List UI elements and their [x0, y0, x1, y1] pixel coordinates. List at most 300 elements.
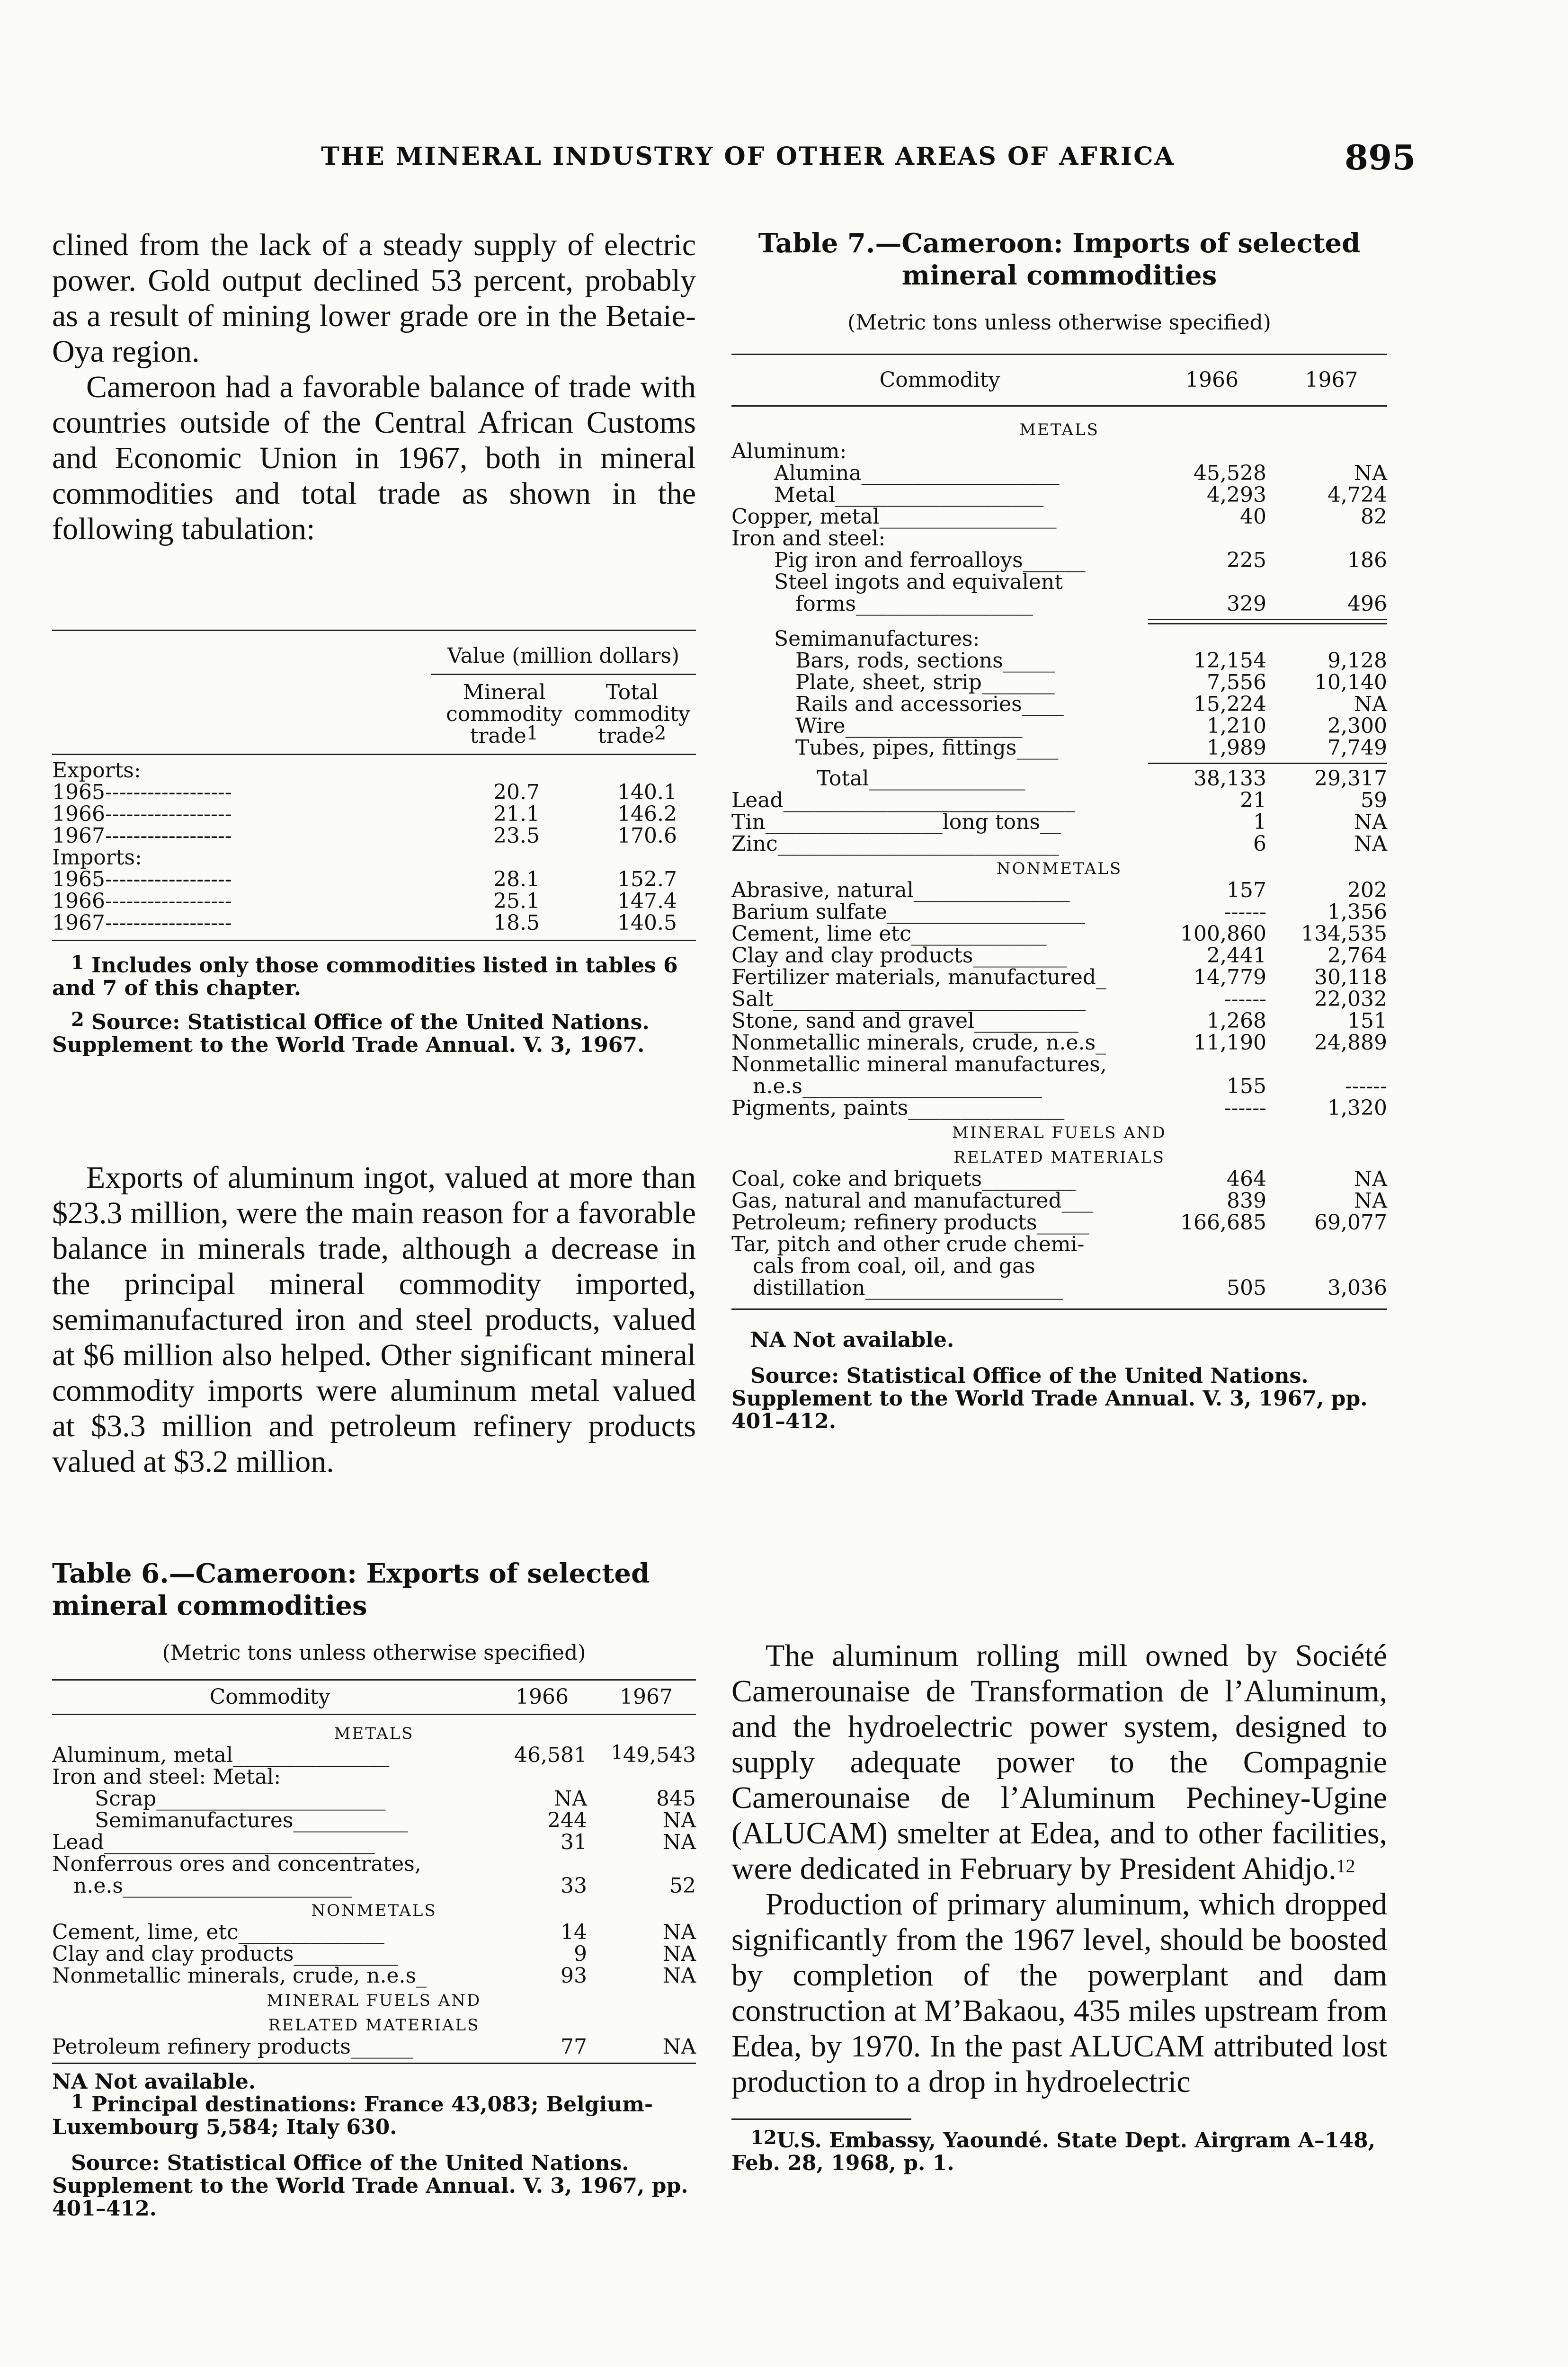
table-7-title-line1: Table 7.—Cameroon: Imports of selected	[758, 228, 1361, 259]
year: 1965	[52, 867, 105, 891]
table-6-header-rule	[52, 1714, 696, 1715]
value-1967-cell	[597, 1853, 696, 1875]
value-1967: 2,764	[1327, 943, 1387, 968]
commodity-label: Cement, lime, etc	[52, 1920, 239, 1944]
paragraph-4	[731, 1638, 1387, 1886]
table-row	[731, 1097, 1387, 1119]
value-1967-cell	[1276, 650, 1387, 672]
value-header-rule	[431, 674, 696, 675]
section-label: MINERAL FUELS AND	[267, 1991, 481, 2010]
table-row	[52, 1788, 696, 1810]
commodity-cell	[731, 550, 1148, 571]
col2-line3: trade	[597, 724, 654, 748]
value-1966: ------	[1224, 1096, 1266, 1120]
value-1966	[488, 1853, 597, 1875]
col-1966: 1966	[1185, 368, 1238, 392]
value-1967: 52	[669, 1874, 696, 1898]
commodity-cell	[52, 1744, 488, 1766]
table-row	[731, 650, 1387, 672]
table-row	[731, 1255, 1387, 1277]
table-7-top-rule	[731, 354, 1387, 355]
total-value: 140.1	[617, 780, 677, 804]
commodity-label: Coal, coke and briquets	[731, 1167, 982, 1191]
table-7-title-line2: mineral commodities	[901, 260, 1217, 291]
value-1967-cell	[1276, 1255, 1387, 1277]
table-row	[52, 782, 696, 803]
col2-line1: Total	[606, 680, 659, 704]
value-1967: 82	[1361, 505, 1387, 529]
leader: ------------------	[105, 889, 232, 913]
trade-footnote-2	[52, 1008, 696, 1057]
col1-sup: 1	[526, 722, 539, 744]
commodity-cell	[52, 1853, 488, 1875]
section-header-row	[52, 1987, 696, 2011]
table-row	[731, 1010, 1387, 1032]
table-row	[731, 1190, 1387, 1212]
value-1966: 77	[561, 2035, 587, 2059]
running-title: THE MINERAL INDUSTRY OF OTHER AREAS OF AFRICA	[321, 142, 1175, 171]
commodity-label: Abrasive, natural	[731, 878, 914, 902]
table-row	[731, 967, 1387, 988]
table-row	[731, 1168, 1387, 1190]
commodity-label: Nonferrous ores and concentrates,	[52, 1852, 421, 1876]
table-row	[731, 1076, 1387, 1097]
leader-dots: ______________________	[123, 1874, 352, 1898]
value-1967-cell	[1276, 628, 1387, 650]
value-1967-cell	[1276, 737, 1387, 759]
commodity-label: Fertilizer materials, manufactured	[731, 965, 1096, 989]
section-header-row	[731, 1119, 1387, 1144]
table-row	[731, 484, 1387, 506]
paragraph-4-text: The aluminum rolling mill owned by Société Camerounaise de Transformation de l’Aluminum, and the hydroelectric power system, designed to supply adequate power to the Compagnie Camerounaise de l’Aluminum Pechiney-Ugine (ALUCAM) smelter at Edea, and to other facilities, were dedicated in February by President Ahidjo.	[731, 1638, 1387, 1886]
total-value: 140.5	[617, 911, 677, 935]
table-7-header	[731, 369, 1387, 391]
table-row	[731, 768, 1387, 790]
value-1967: 9,128	[1327, 649, 1387, 673]
right-column-text	[731, 1638, 1387, 2175]
value-1967-cell	[1276, 967, 1387, 988]
commodity-cell	[731, 901, 1148, 923]
value-1967: NA	[662, 1964, 696, 1988]
table-6-title-text: Table 6.—Cameroon: Exports of selected mineral commodities	[52, 1558, 650, 1621]
trade-table-body	[52, 760, 696, 934]
commodity-label: Rails and accessories	[795, 692, 1022, 716]
value-1967-cell	[1276, 790, 1387, 811]
commodity-cell	[731, 833, 1148, 855]
value-1967: 202	[1347, 878, 1387, 902]
paragraph-3: Exports of aluminum ingot, valued at more than $23.3 million, were the main reason for a favorable balance in minerals trade, although a decrease in the principal mineral commodity imported, semimanufactured iron and steel products, valued at $6 million also helped. Other significant mineral commodity imports were aluminum metal valued at $3.3 million and petroleum refinery products valued at $3.2 million.	[52, 1160, 696, 1479]
value-1967-cell	[1276, 1190, 1387, 1212]
value-1966: 9	[574, 1942, 587, 1966]
col-1967: 1967	[620, 1685, 673, 1709]
leader-dots: ____________________________	[783, 788, 1075, 812]
value-1967: 1,356	[1327, 900, 1387, 924]
col1-line3: trade	[470, 724, 526, 748]
leader-dots: _______________	[913, 878, 1070, 902]
value-footnote-mark: 1	[611, 1742, 624, 1763]
footnote-mark: 1	[71, 2091, 84, 2113]
table-row	[731, 988, 1387, 1010]
table-row	[731, 715, 1387, 737]
commodity-label: Iron and steel: Metal:	[52, 1765, 281, 1789]
commodity-cell	[731, 463, 1148, 484]
table-6-title	[52, 1557, 696, 1622]
value-1967-cell	[1276, 1054, 1387, 1076]
table-7	[731, 227, 1387, 1433]
leader-dots: _________________	[856, 592, 1033, 616]
table-row	[52, 1744, 696, 1766]
section-header-row	[52, 1720, 696, 1744]
value-1966: NA	[553, 1787, 587, 1811]
mineral-value: 25.1	[493, 889, 540, 913]
table-row	[52, 912, 696, 934]
table-row	[731, 1212, 1387, 1234]
value-1967: 3,036	[1327, 1276, 1387, 1300]
exports-label: Exports:	[52, 758, 141, 783]
value-1967: 30,118	[1314, 965, 1387, 989]
header-bottom-rule	[52, 754, 696, 755]
total-value: 147.4	[617, 889, 677, 913]
commodity-cell	[731, 1097, 1148, 1119]
value-1966: 14	[561, 1920, 587, 1944]
value-1967: 59	[1361, 788, 1387, 812]
table-row	[731, 463, 1387, 484]
table-row	[731, 880, 1387, 901]
commodity-cell	[731, 571, 1148, 593]
mineral-value: 18.5	[493, 911, 540, 935]
table-row	[731, 672, 1387, 694]
value-1966	[1148, 528, 1276, 550]
commodity-cell	[52, 1832, 488, 1853]
commodity-label: Steel ingots and equivalent	[774, 570, 1063, 594]
value-1966: 33	[561, 1874, 587, 1898]
value-header: Value (million dollars)	[447, 644, 680, 668]
value-1967-cell	[597, 1943, 696, 1965]
year: 1967	[52, 911, 105, 935]
commodity-cell	[52, 1788, 488, 1810]
commodity-label: Alumina	[774, 461, 862, 485]
footnote-text: Includes only those commodities listed in tables 6 and 7 of this chapter.	[52, 953, 678, 1000]
value-1966: 1,210	[1207, 714, 1266, 738]
value-1967-cell	[1276, 768, 1387, 790]
commodity-cell	[731, 1212, 1148, 1234]
leader-dots: ____	[1016, 736, 1059, 760]
leader: ------------------	[105, 802, 232, 826]
value-1967: NA	[662, 1808, 696, 1833]
col2-sup: 2	[654, 722, 667, 744]
section-header-row	[731, 1144, 1387, 1168]
table-row	[731, 790, 1387, 811]
value-1967-cell	[1276, 1010, 1387, 1032]
commodity-label: Total	[817, 766, 869, 791]
value-1967: 151	[1347, 1009, 1387, 1033]
value-1967-cell	[1276, 833, 1387, 855]
value-1967-cell	[1276, 1032, 1387, 1054]
mineral-value: 20.7	[493, 780, 540, 804]
value-1966: 46,581	[514, 1743, 587, 1767]
value-1966	[1148, 1255, 1276, 1277]
section-header-row	[731, 855, 1387, 880]
table-row	[731, 923, 1387, 945]
commodity-cell	[731, 1234, 1148, 1255]
commodity-cell	[731, 506, 1148, 528]
trade-tabulation	[52, 630, 696, 1057]
value-1967-cell	[597, 1766, 696, 1788]
value-1967-cell	[1276, 694, 1387, 715]
leader-dots: _______________________	[802, 1074, 1042, 1098]
leader-dots: _	[416, 1964, 427, 1988]
value-1967-cell	[1276, 988, 1387, 1010]
table-row	[52, 1943, 696, 1965]
table-row	[52, 890, 696, 912]
footnote-12	[731, 2129, 1387, 2175]
commodity-label: Semimanufactures:	[774, 627, 980, 651]
value-1966: 100,860	[1180, 922, 1266, 946]
commodity-cell	[731, 715, 1148, 737]
table-7-bottom-rule	[731, 1308, 1387, 1310]
value-1967-cell	[597, 1744, 696, 1766]
commodity-cell	[731, 672, 1148, 694]
value-1967: 29,317	[1314, 766, 1387, 791]
value-1967: 134,535	[1301, 922, 1387, 946]
table-row	[52, 1965, 696, 1987]
leader-dots: ___________________	[865, 1276, 1063, 1300]
commodity-label: Cement, lime etc	[731, 922, 911, 946]
table-6-body	[52, 1720, 696, 2058]
leader-dots: __________	[974, 1009, 1079, 1033]
value-1967-cell	[597, 2036, 696, 2058]
leader-dots: _____	[1003, 649, 1055, 673]
section-header-row	[52, 1897, 696, 1922]
value-1967-cell	[1276, 923, 1387, 945]
col1-line2: commodity	[446, 702, 562, 726]
leader-dots: ___	[1061, 1189, 1093, 1213]
commodity-cell	[731, 1054, 1148, 1076]
leader-dots: __________	[294, 1942, 398, 1966]
commodity-cell	[52, 1965, 488, 1987]
value-1967-cell	[1276, 672, 1387, 694]
section-label: RELATED MATERIALS	[953, 1148, 1165, 1167]
value-1967-cell	[1276, 880, 1387, 901]
commodity-cell	[731, 923, 1148, 945]
table-bottom-rule	[52, 940, 696, 941]
commodity-label: Lead	[731, 788, 784, 812]
value-1966: 93	[561, 1964, 587, 1988]
value-1967: 4,724	[1327, 483, 1387, 507]
commodity-cell	[731, 1010, 1148, 1032]
leader: ------------------	[105, 780, 232, 804]
year: 1965	[52, 780, 105, 804]
table-row	[52, 869, 696, 890]
leader-dots: _____________	[911, 922, 1047, 946]
value-1967-cell	[597, 1875, 696, 1897]
commodity-cell	[731, 880, 1148, 901]
trade-footnote-1	[52, 954, 696, 1000]
value-1967: NA	[1354, 461, 1387, 485]
value-1967: NA	[662, 1942, 696, 1966]
value-1966	[1148, 1054, 1276, 1076]
section-label: METALS	[334, 1724, 414, 1743]
leader: ------------------	[105, 824, 232, 848]
commodity-label: Lead	[52, 1830, 104, 1854]
value-1967: 845	[656, 1787, 696, 1811]
commodity-cell	[52, 1810, 488, 1832]
table-7-header-rule	[731, 405, 1387, 407]
table-6-header	[52, 1686, 696, 1708]
value-1967-cell	[1276, 441, 1387, 463]
value-1967-cell	[597, 1922, 696, 1943]
value-1966: 505	[1227, 1276, 1266, 1300]
leader-dots: _________________long tons__	[765, 810, 1061, 834]
value-1967-cell	[597, 1965, 696, 1987]
value-1966: 2,441	[1207, 943, 1266, 968]
value-1967: 496	[1347, 592, 1387, 616]
value-1967-cell	[1276, 506, 1387, 528]
table-6-na-note: NA Not available.	[52, 2070, 256, 2094]
value-1966: 1,268	[1207, 1009, 1266, 1033]
value-1966: 11,190	[1194, 1031, 1266, 1055]
col-1967: 1967	[1305, 368, 1358, 392]
col2-line2: commodity	[574, 702, 690, 726]
imports-label: Imports:	[52, 845, 142, 870]
commodity-cell	[731, 945, 1148, 967]
commodity-cell	[731, 528, 1148, 550]
commodity-label: Iron and steel:	[731, 526, 886, 551]
value-1966: 6	[1253, 832, 1266, 856]
commodity-cell	[731, 1190, 1148, 1212]
leader-dots: ___________________________	[777, 832, 1059, 856]
col2-line3-cell	[568, 722, 696, 748]
value-1966: 839	[1227, 1189, 1266, 1213]
value-1966: 45,528	[1194, 461, 1266, 485]
value-1967: 10,140	[1314, 670, 1387, 694]
value-1967: 49,543	[623, 1743, 696, 1767]
commodity-cell	[52, 1766, 488, 1788]
trade-table-headers	[52, 682, 696, 747]
table-6	[52, 1557, 696, 2220]
value-1967: 22,032	[1314, 987, 1387, 1011]
value-1967: 7,749	[1327, 736, 1387, 760]
commodity-label: Clay and clay products	[52, 1942, 294, 1966]
value-1966: 1,989	[1207, 736, 1266, 760]
value-1967-cell	[1276, 571, 1387, 593]
value-1966: 4,293	[1207, 483, 1266, 507]
value-1967: NA	[1354, 810, 1387, 834]
commodity-label: Plate, sheet, strip	[795, 670, 982, 694]
commodity-label: Metal	[774, 483, 836, 507]
table-6-note-1	[52, 2093, 696, 2139]
table-row	[52, 1766, 696, 1788]
commodity-label: Nonmetallic minerals, crude, n.e.s	[52, 1964, 417, 1988]
table-7-subtitle: (Metric tons unless otherwise specified)	[847, 311, 1271, 335]
value-1967: NA	[1354, 692, 1387, 716]
section-label: METALS	[1019, 420, 1099, 439]
value-1967: NA	[662, 2035, 696, 2059]
value-1966: 31	[561, 1830, 587, 1854]
value-1966: 155	[1227, 1074, 1266, 1098]
table-row	[52, 825, 696, 847]
col1-line1: Mineral	[463, 680, 546, 704]
value-1967: ------	[1345, 1074, 1387, 1098]
value-1966: 157	[1227, 878, 1266, 902]
footnote-mark: 2	[71, 1008, 84, 1031]
commodity-label: Semimanufactures	[95, 1808, 294, 1833]
value-1967: NA	[1354, 1189, 1387, 1213]
commodity-label: Barium sulfate	[731, 900, 887, 924]
commodity-cell	[731, 988, 1148, 1010]
value-1967-cell	[1276, 528, 1387, 550]
leader-dots: _	[1096, 1031, 1106, 1055]
leader-dots: ______________	[238, 1920, 384, 1944]
commodity-cell	[731, 628, 1148, 650]
table-row	[731, 550, 1387, 571]
leader-dots: ______	[350, 2035, 413, 2059]
value-1967-cell	[1276, 1168, 1387, 1190]
section-header-row	[731, 416, 1387, 441]
value-1967-cell	[1276, 484, 1387, 506]
leader: ------------------	[105, 867, 232, 891]
year: 1966	[52, 889, 105, 913]
commodity-label: n.e.s	[73, 1874, 123, 1898]
leader-dots: ____________________	[835, 483, 1044, 507]
col1-line3-cell	[440, 722, 568, 748]
commodity-cell	[731, 593, 1148, 615]
commodity-cell	[731, 484, 1148, 506]
table-row	[731, 1234, 1387, 1255]
commodity-cell	[731, 768, 1148, 790]
table-separator	[731, 615, 1387, 628]
leader-dots: _________________	[879, 505, 1057, 529]
value-1967-cell	[597, 1832, 696, 1853]
value-1966: 225	[1227, 548, 1266, 572]
col-commodity: Commodity	[209, 1685, 330, 1709]
table-6-bottom-rule	[52, 2063, 696, 2064]
table-row	[731, 571, 1387, 593]
section-header-row	[52, 2011, 696, 2036]
table-row	[731, 901, 1387, 923]
trade-table	[52, 645, 696, 667]
footnote-mark: 12	[750, 2127, 777, 2149]
table-row	[52, 2036, 696, 2058]
table-row	[52, 1922, 696, 1943]
value-1966: 14,779	[1194, 965, 1266, 989]
value-1967-cell	[1276, 463, 1387, 484]
commodity-cell	[731, 1076, 1148, 1097]
value-1967: NA	[662, 1920, 696, 1944]
table-6-top-rule	[52, 1679, 696, 1681]
table-row	[52, 1832, 696, 1853]
commodity-label: Tubes, pipes, fittings	[795, 736, 1017, 760]
leader-dots: _______	[981, 670, 1055, 694]
value-1967-cell	[597, 1810, 696, 1832]
value-1967: 69,077	[1314, 1210, 1387, 1235]
commodity-cell	[731, 1032, 1148, 1054]
table-row	[731, 441, 1387, 463]
commodity-cell	[731, 967, 1148, 988]
commodity-label: Copper, metal	[731, 505, 880, 529]
commodity-cell	[731, 694, 1148, 715]
value-1967-cell	[1276, 593, 1387, 615]
commodity-label: Petroleum; refinery products	[731, 1210, 1037, 1235]
value-1966: 464	[1227, 1167, 1266, 1191]
value-1966: 12,154	[1194, 649, 1266, 673]
value-1967: NA	[1354, 1167, 1387, 1191]
value-1967: 2,300	[1327, 714, 1387, 738]
table-row	[52, 1810, 696, 1832]
footnote-text: U.S. Embassy, Yaoundé. State Dept. Airgram A–148, Feb. 28, 1968, p. 1.	[731, 2128, 1376, 2175]
value-1966	[1148, 441, 1276, 463]
commodity-cell	[52, 1922, 488, 1943]
